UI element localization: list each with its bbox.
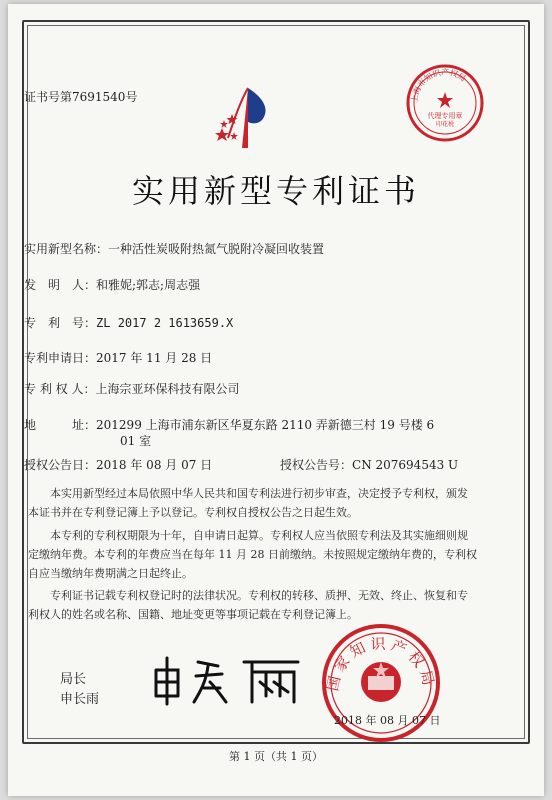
- field-publication-number: 授权公告号：CN 207694543 U: [280, 458, 459, 472]
- field-address-continued: 01 室: [120, 434, 152, 448]
- certificate-title: 实用新型专利证书: [131, 172, 420, 210]
- director-signature: [148, 652, 308, 708]
- field-address: 地 址：201299 上海市浦东新区华夏东路 2110 弄新德三村 19 号楼 6: [24, 418, 435, 432]
- paragraph-grant: 本实用新型经过本局依照中华人民共和国专利法进行初步审查，决定授予专利权，颁发 本证书并在专利登记簿上予以登记。专利权自授权公告之日起生效。: [28, 487, 468, 519]
- svg-text:上海市知识产权局: 上海市知识产权局: [409, 67, 468, 104]
- certificate-number: 证书号第7691540号: [24, 90, 138, 104]
- page-indicator: 第 1 页（共 1 页）: [229, 750, 323, 763]
- field-owner: 专 利 权 人：上海宗亚环保科技有限公司: [24, 382, 240, 396]
- certificate-page: [8, 4, 544, 796]
- paragraph-legal-status: 专利证书记载专利权登记时的法律状况。专利权的转移、质押、无效、终止、恢复和专 利权人的姓名或名称、国籍、地址变更等事项记载在专利登记簿上。: [28, 589, 468, 621]
- director-title: 局长: [60, 672, 87, 687]
- field-name: 实用新型名称：一种活性炭吸附热氮气脱附冷凝回收装置: [24, 242, 325, 256]
- field-grant-date: 授权公告日：2018 年 08 月 07 日: [24, 458, 213, 472]
- svg-text:国家知识产权局: 国家知识产权局: [323, 634, 439, 693]
- svg-text:代理专用章: 代理专用章: [427, 112, 463, 120]
- svg-text:印花税: 印花税: [435, 121, 455, 128]
- agency-stamp-small: [404, 62, 486, 144]
- field-patent-number: 专 利 号：ZL 2017 2 1613659.X: [24, 316, 234, 330]
- patent-office-logo-icon: [212, 84, 284, 156]
- seal-date: 2018 年 08 月 07 日: [334, 714, 441, 727]
- director-name: 申长雨: [60, 692, 100, 707]
- field-filing-date: 专利申请日：2017 年 11 月 28 日: [24, 351, 213, 365]
- paragraph-term: 本专利的专利权期限为十年，自申请日起算。专利权人应当依照专利法及其实施细则规 定缴纳年费。本专利的年费应当在每年 11 月 28 日前缴纳。未按照规定缴纳年费的，专利权 自应当缴纳年费期满之日起终止。: [28, 529, 477, 580]
- field-inventor: 发 明 人：和雅妮;郭志;周志强: [24, 278, 201, 292]
